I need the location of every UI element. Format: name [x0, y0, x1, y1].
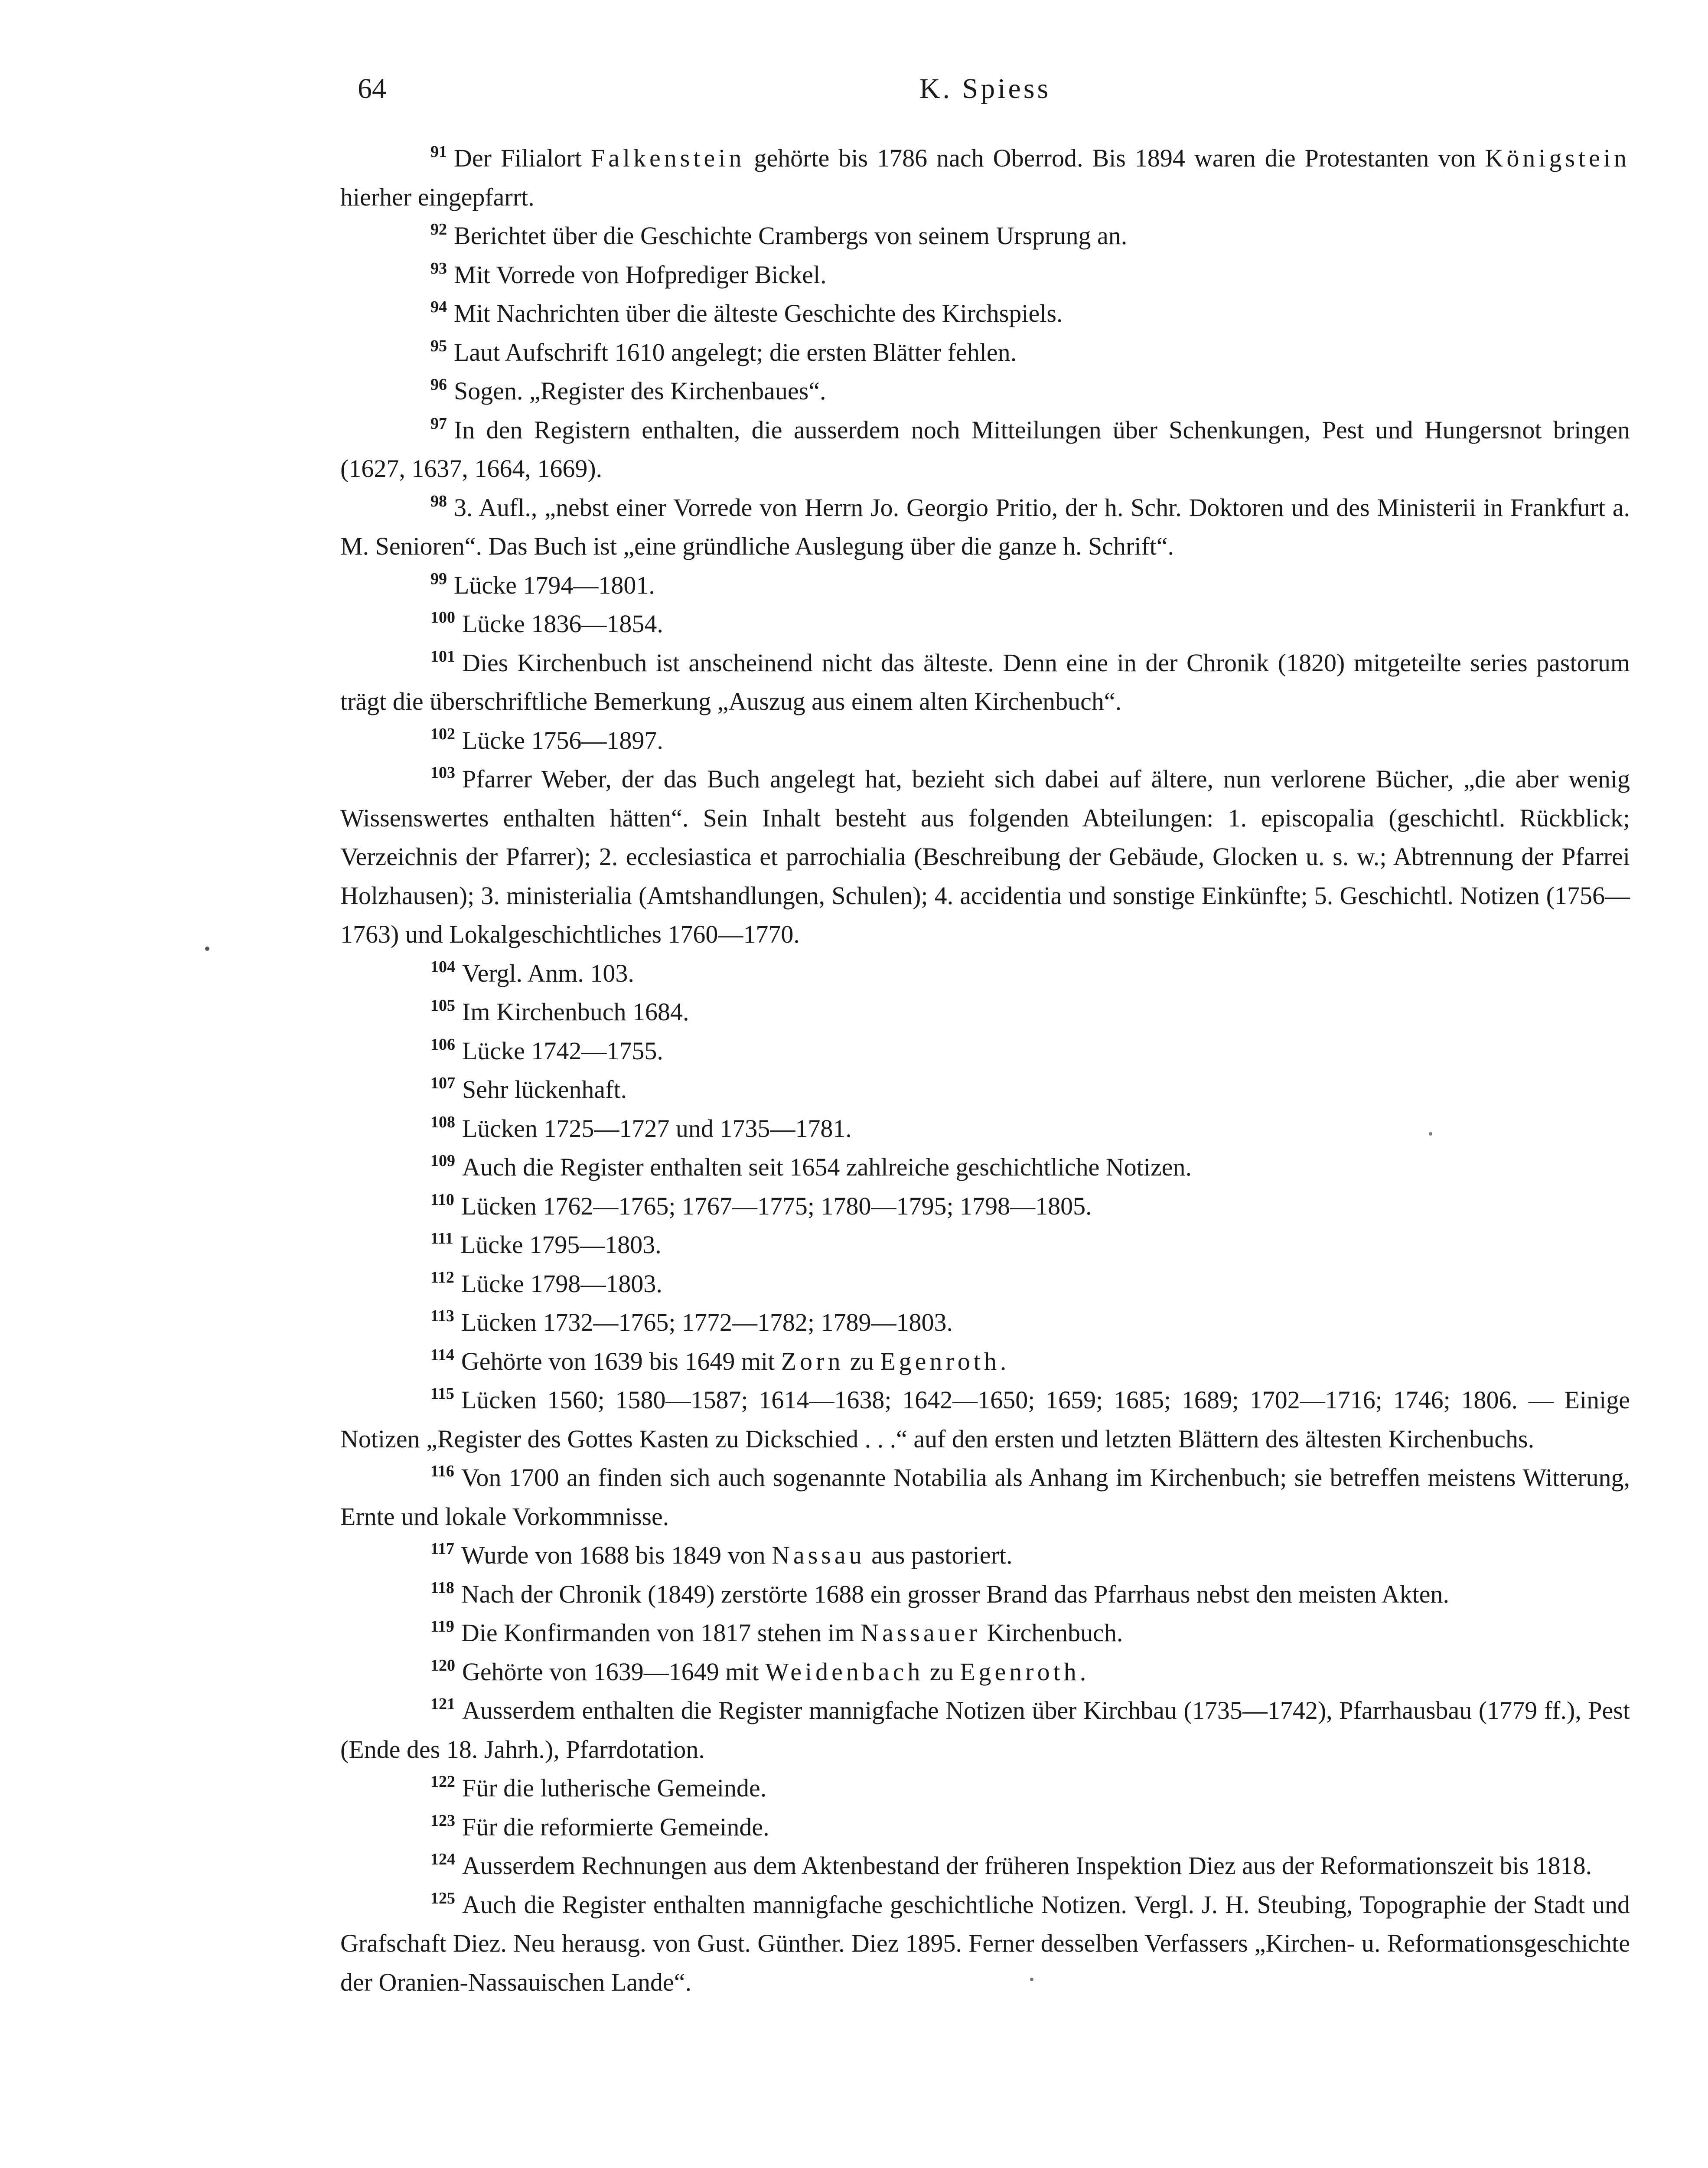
footnote-number: 122 — [430, 1773, 455, 1791]
footnote-number: 107 — [430, 1074, 455, 1092]
spaced-name: Weidenbach — [765, 1657, 924, 1686]
footnote — [340, 1148, 1630, 1187]
footnote-number: 96 — [430, 375, 447, 394]
spaced-name: Egenroth — [960, 1657, 1080, 1686]
footnote-text: Lücken 1725—1727 und 1735—1781. — [462, 1114, 852, 1143]
footnote-text: Lücken 1762—1765; 1767—1775; 1780—1795; 1798—1805. — [461, 1192, 1092, 1220]
footnote-text: Gehörte von 1639—1649 mit — [462, 1657, 766, 1686]
footnote-text: gehörte bis 1786 nach Oberrod. Bis 1894 waren die Protestanten von — [745, 144, 1485, 172]
footnote-number: 105 — [430, 996, 455, 1015]
footnote — [340, 760, 1630, 954]
footnote-text: Lücken 1732—1765; 1772—1782; 1789—1803. — [461, 1308, 953, 1336]
footnote — [340, 372, 1630, 411]
footnote-number: 101 — [430, 647, 455, 666]
footnote-number: 120 — [430, 1656, 455, 1675]
footnote — [340, 1575, 1630, 1614]
footnote-number: 91 — [430, 143, 447, 161]
footnote — [340, 566, 1630, 605]
footnote — [340, 721, 1630, 760]
footnote-number: 109 — [430, 1152, 455, 1170]
footnote-number: 103 — [430, 764, 455, 782]
footnotes — [340, 139, 1630, 2001]
footnote-number: 113 — [430, 1307, 454, 1325]
footnote-number: 125 — [430, 1889, 455, 1907]
footnote-text: Pfarrer Weber, der das Buch angelegt hat, bezieht sich dabei auf ältere, nun verlorene Bücher, „die aber wenig Wissenswertes enthalten hätten“. Sein Inhalt besteht aus folgenden Abteilungen: 1. episcopalia (geschichtl. Rückblick; Verzeichnis der Pfarrer); 2. ecclesiastica et parrochialia (Beschreibung der Gebäude, Glocken u. s. w.; Abtrennung der Pfarrei Holzhausen); 3. ministerialia (Amtshandlungen, Schulen); 4. accidentia und sonstige Einkünfte; 5. Geschichtl. Notizen (1756—1763) und Lokalgeschichtliches 1760—1770. — [340, 765, 1630, 948]
footnote-text: aus pastoriert. — [865, 1541, 1013, 1569]
footnote — [340, 1264, 1630, 1303]
footnote — [340, 1303, 1630, 1342]
footnote-number: 112 — [430, 1268, 454, 1286]
footnote-number: 111 — [430, 1229, 453, 1247]
footnote-number: 99 — [430, 569, 447, 588]
footnote — [340, 1070, 1630, 1109]
footnote-text: Mit Nachrichten über die älteste Geschichte des Kirchspiels. — [454, 299, 1063, 327]
footnote-text: Laut Aufschrift 1610 angelegt; die ersten Blätter fehlen. — [454, 338, 1017, 366]
page-number: 64 — [358, 73, 386, 104]
footnote — [340, 1769, 1630, 1808]
footnote — [340, 604, 1630, 643]
footnote-number: 108 — [430, 1113, 455, 1131]
stray-dot — [205, 947, 209, 951]
footnote — [340, 411, 1630, 488]
footnote-number: 95 — [430, 336, 447, 355]
footnote-text: Sogen. „Register des Kirchenbaues“. — [454, 377, 826, 405]
footnote-number: 114 — [430, 1345, 454, 1364]
footnote-number: 117 — [430, 1540, 454, 1558]
footnote-number: 121 — [430, 1695, 455, 1713]
footnote-text: Wurde von 1688 bis 1849 von — [461, 1541, 772, 1569]
footnote-text: 3. Aufl., „nebst einer Vorrede von Herrn Jo. Georgio Pritio, der h. Schr. Doktoren und des Ministerii in Frankfurt a. M. Senioren“. Das Buch ist „eine gründliche Auslegung über die ganze h. Schrift“. — [340, 493, 1630, 560]
footnote-number: 119 — [430, 1617, 454, 1636]
footnote — [340, 954, 1630, 993]
footnote-text: Die Konfirmanden von 1817 stehen im — [461, 1619, 861, 1647]
page — [340, 65, 1630, 2001]
footnote-text: Für die lutherische Gemeinde. — [462, 1774, 767, 1802]
footnote-text: Lücke 1756—1897. — [462, 726, 663, 754]
footnote-text: Gehörte von 1639 bis 1649 mit — [461, 1347, 781, 1375]
footnote — [340, 1342, 1630, 1381]
footnote-number: 116 — [430, 1462, 454, 1480]
footnote-text: Der Filialort — [454, 144, 591, 172]
footnote-text: Lücke 1836—1854. — [462, 610, 663, 638]
footnote-number: 100 — [430, 608, 455, 627]
footnote-number: 123 — [430, 1811, 455, 1830]
footnote — [340, 1381, 1630, 1458]
footnote-number: 115 — [430, 1384, 454, 1403]
spaced-name: Egenroth — [880, 1347, 1000, 1375]
footnote-text: zu — [923, 1657, 960, 1686]
footnote — [340, 488, 1630, 566]
footnote-text: Lücke 1794—1801. — [454, 571, 655, 599]
footnote-text: Mit Vorrede von Hofprediger Bickel. — [454, 260, 827, 289]
footnote-text: Lücke 1742—1755. — [462, 1036, 663, 1065]
footnote-number: 124 — [430, 1850, 455, 1868]
footnote — [340, 333, 1630, 372]
footnote-text: Für die reformierte Gemeinde. — [462, 1812, 769, 1841]
footnote-number: 94 — [430, 298, 447, 316]
footnote — [340, 139, 1630, 216]
footnote — [340, 1885, 1630, 2002]
footnote — [340, 1846, 1630, 1885]
footnote — [340, 1458, 1630, 1536]
footnote — [340, 294, 1630, 333]
spaced-name: Nassauer — [861, 1619, 981, 1647]
footnote-text: Sehr lückenhaft. — [462, 1075, 627, 1104]
footnote-number: 102 — [430, 725, 455, 743]
spaced-name: Falkenstein — [590, 144, 745, 172]
running-head: K. Spiess — [919, 73, 1051, 104]
footnote — [340, 643, 1630, 721]
footnote — [340, 1808, 1630, 1847]
footnote-text: Berichtet über die Geschichte Crambergs von seinem Ursprung an. — [454, 222, 1128, 250]
footnote — [340, 1691, 1630, 1769]
spaced-name: Königstein — [1485, 144, 1630, 172]
footnote-number: 93 — [430, 259, 447, 278]
footnote-text: Auch die Register enthalten mannigfache geschichtliche Notizen. Vergl. J. H. Steubing, Topographie der Stadt und Grafschaft Diez. Neu herausg. von Gust. Günther. Diez 1895. Ferner desselben Verfassers „Kirchen- u. Reformationsgeschichte der Oranien-Nassauischen Lande“. — [340, 1890, 1630, 1996]
footnote — [340, 255, 1630, 294]
footnote-number: 97 — [430, 414, 447, 433]
footnote — [340, 1613, 1630, 1652]
footnote-text: Von 1700 an finden sich auch sogenannte Notabilia als Anhang im Kirchenbuch; sie betreffen meistens Witterung, Ernte und lokale Vorkommnisse. — [340, 1463, 1630, 1531]
footnote — [340, 216, 1630, 255]
footnote — [340, 1109, 1630, 1148]
footnote-number: 118 — [430, 1578, 454, 1597]
footnote-number: 106 — [430, 1035, 455, 1054]
footnote-text: Dies Kirchenbuch ist anscheinend nicht das älteste. Denn eine in der Chronik (1820) mitgeteilte series pastorum trägt die überschriftliche Bemerkung „Auszug aus einem alten Kirchenbuch“. — [340, 648, 1630, 715]
footnote-text: Nach der Chronik (1849) zerstörte 1688 ein grosser Brand das Pfarrhaus nebst den meisten Akten. — [461, 1580, 1450, 1608]
footnote-text: Vergl. Anm. 103. — [462, 959, 634, 987]
footnote-number: 92 — [430, 220, 447, 238]
footnote-text: In den Registern enthalten, die ausserdem noch Mitteilungen über Schenkungen, Pest und Hungersnot bringen (1627, 1637, 1664, 1669). — [340, 415, 1630, 483]
footnote-text: Kirchenbuch. — [980, 1619, 1123, 1647]
footnote-text: Ausserdem enthalten die Register mannigfache Notizen über Kirchbau (1735—1742), Pfarrhausbau (1779 ff.), Pest (Ende des 18. Jahrh.), Pfarrdotation. — [340, 1696, 1630, 1763]
footnote-text: Lücke 1795—1803. — [460, 1231, 662, 1259]
footnote-text: . — [1000, 1347, 1007, 1375]
footnote-text: hierher eingepfarrt. — [340, 183, 535, 211]
footnote-text: zu — [844, 1347, 880, 1375]
footnote-text: Lücke 1798—1803. — [461, 1269, 662, 1298]
footnote — [340, 1652, 1630, 1691]
spaced-name: Nassau — [772, 1541, 865, 1569]
footnote — [340, 1536, 1630, 1575]
footnote-text: Lücken 1560; 1580—1587; 1614—1638; 1642—1650; 1659; 1685; 1689; 1702—1716; 1746; 1806. — Einige Notizen „Register des Gottes Kasten zu Dickschied . . .“ auf den ersten und letzten Blättern des ältesten Kirchenbuchs. — [340, 1386, 1630, 1453]
footnote — [340, 1225, 1630, 1264]
footnote-number: 110 — [430, 1190, 454, 1209]
spaced-name: Zorn — [781, 1347, 844, 1375]
footnote — [340, 1187, 1630, 1226]
footnote-number: 98 — [430, 492, 447, 510]
footnote — [340, 1032, 1630, 1071]
footnote-number: 104 — [430, 957, 455, 976]
footnote-text: Ausserdem Rechnungen aus dem Aktenbestand der früheren Inspektion Diez aus der Reformationszeit bis 1818. — [462, 1851, 1592, 1880]
footnote-text: . — [1079, 1657, 1086, 1686]
footnote-text: Im Kirchenbuch 1684. — [462, 998, 689, 1026]
footnote — [340, 993, 1630, 1032]
page-header — [340, 65, 1630, 113]
footnote-text: Auch die Register enthalten seit 1654 zahlreiche geschichtliche Notizen. — [462, 1153, 1192, 1181]
